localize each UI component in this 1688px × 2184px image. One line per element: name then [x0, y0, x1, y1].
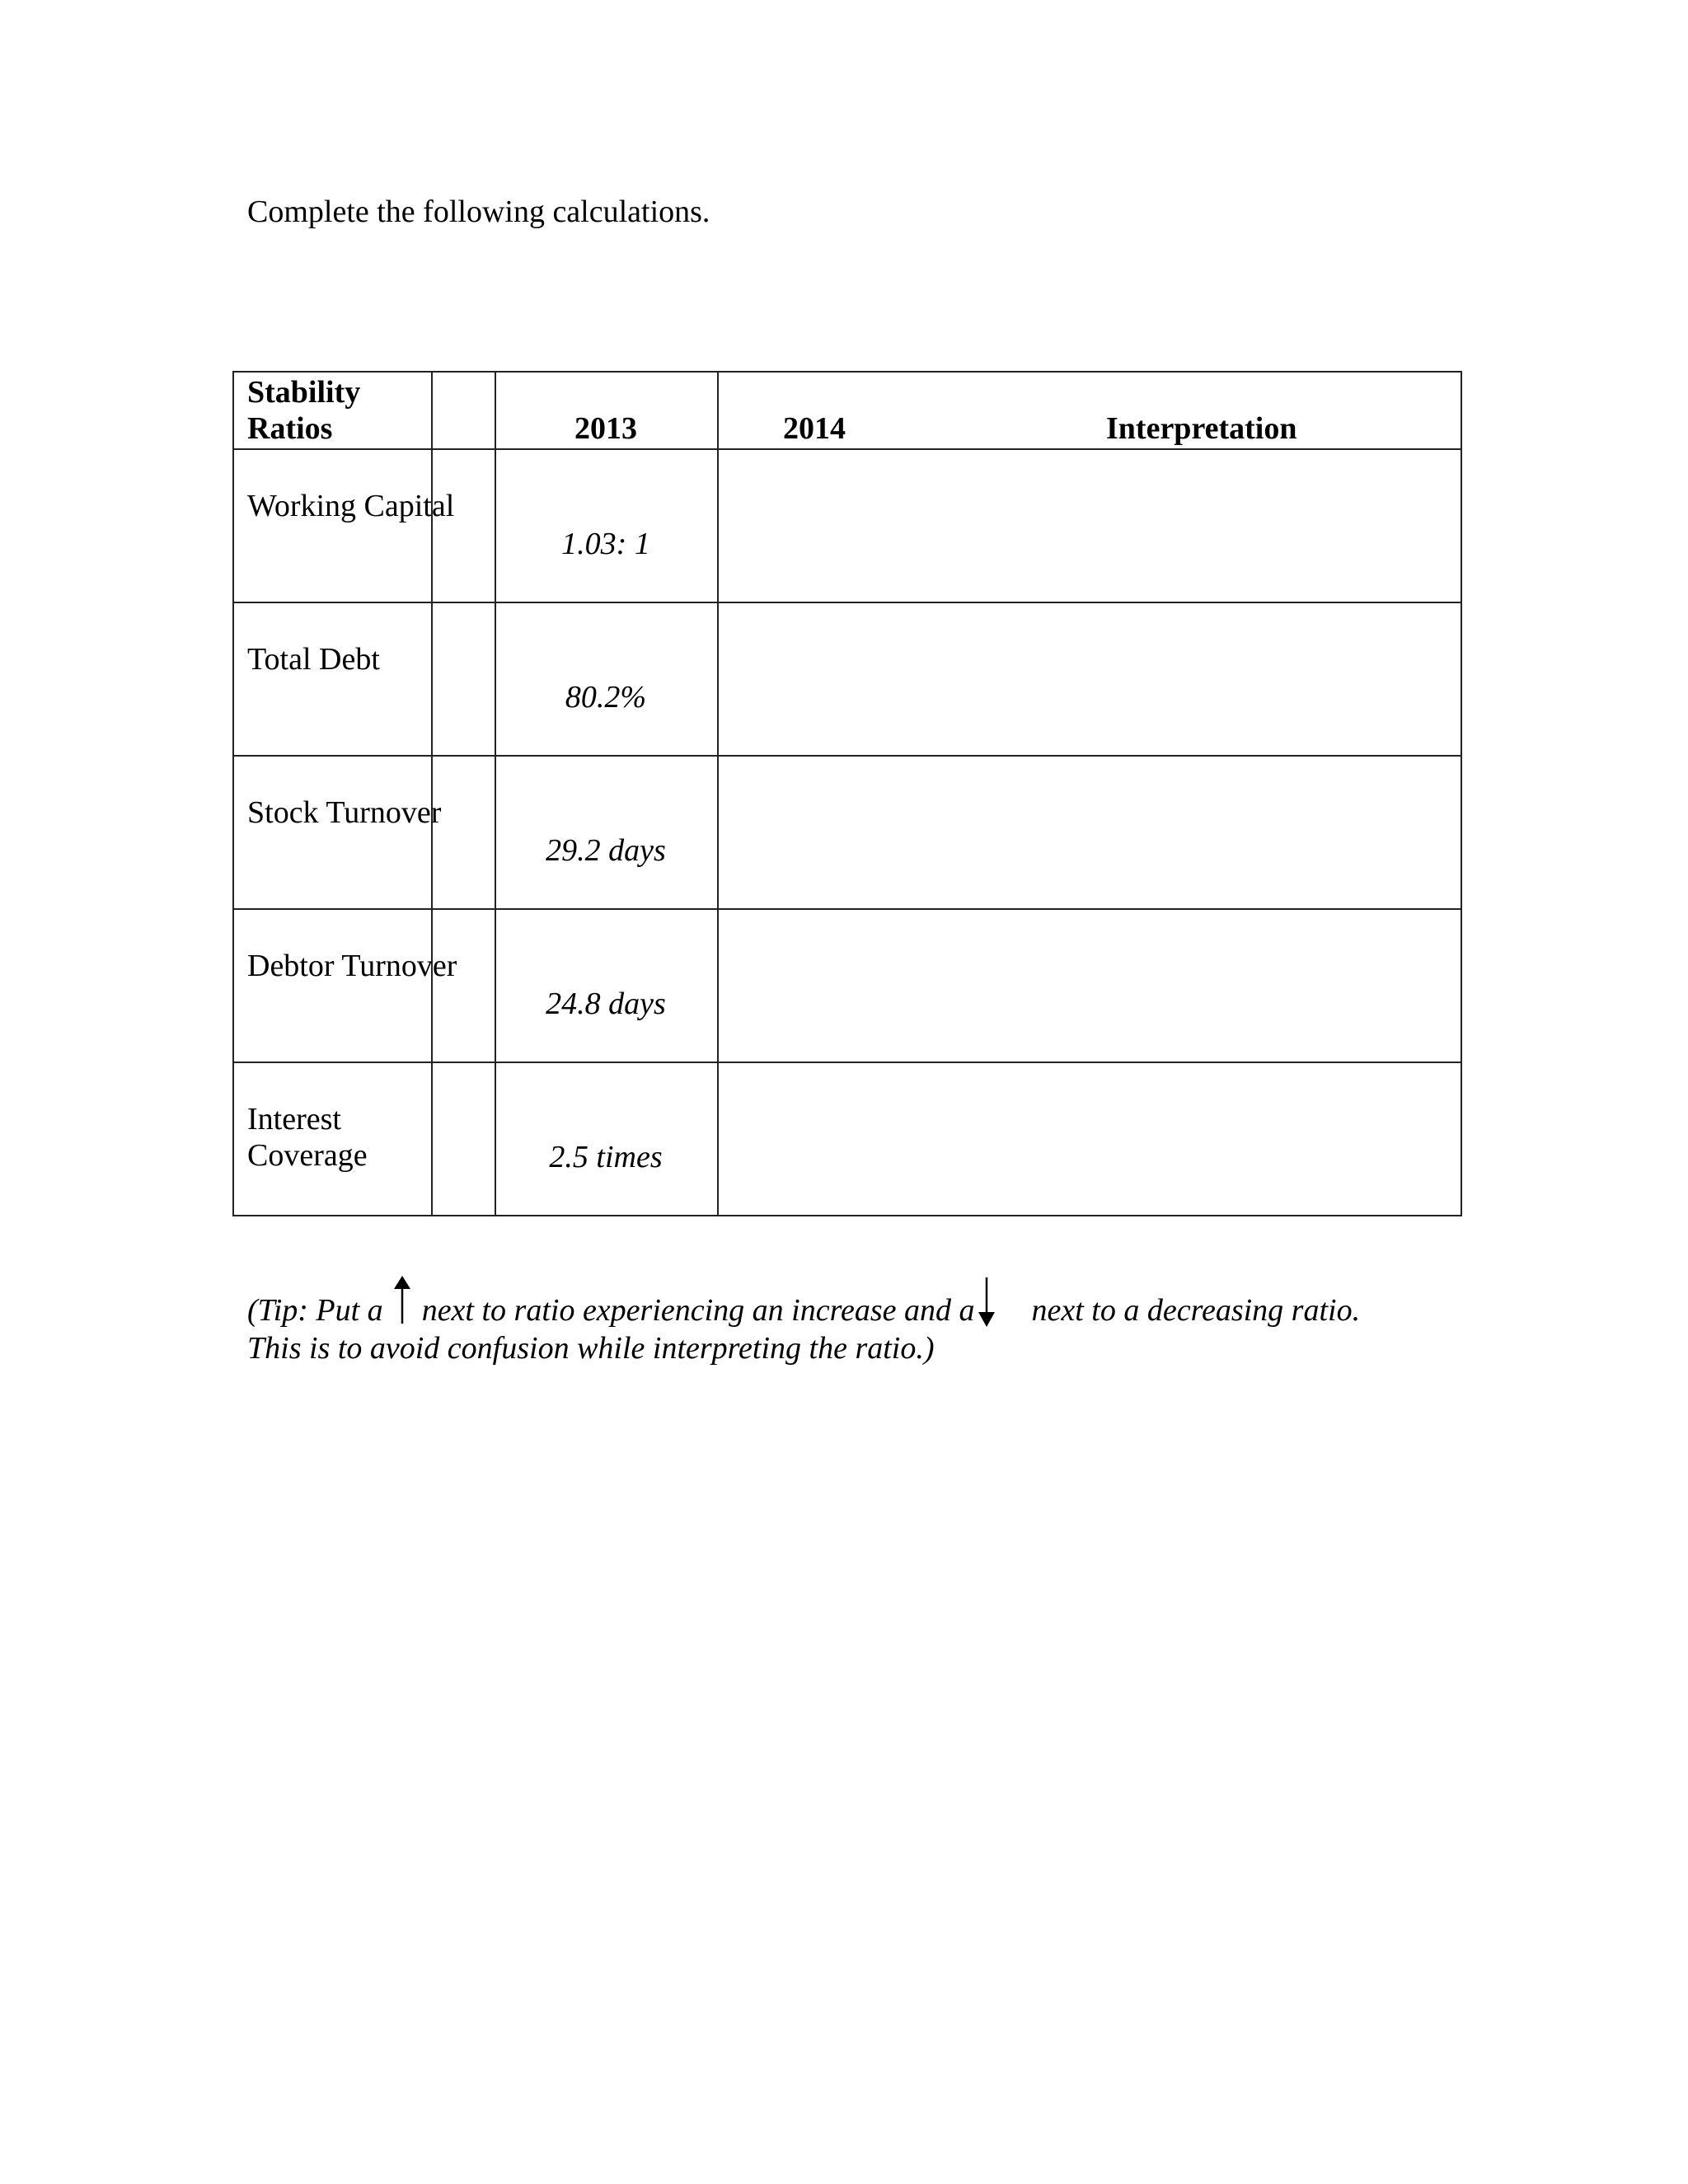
up-arrow-icon: [391, 1276, 414, 1325]
header-2013: 2013: [574, 411, 637, 446]
grid-line: [234, 448, 1461, 450]
grid-line: [234, 908, 1461, 910]
tip-part-1: (Tip: Put a: [247, 1293, 383, 1328]
grid-line: [717, 373, 719, 1215]
grid-line: [495, 373, 496, 1215]
value-2013-total-debt: 80.2%: [565, 680, 647, 715]
row-label-working-capital: Working Capital: [247, 489, 455, 523]
grid-line: [234, 602, 1461, 603]
value-2013-stock-turnover: 29.2 days: [546, 833, 666, 868]
value-2013-debtor-turnover: 24.8 days: [546, 987, 666, 1021]
row-label-stock-turnover: Stock Turnover: [247, 795, 442, 830]
stability-ratios-table: [232, 371, 1462, 1216]
down-arrow-icon: [975, 1277, 998, 1327]
tip-part-3: next to a decreasing ratio.: [1031, 1293, 1361, 1328]
grid-line: [234, 755, 1461, 757]
value-2013-working-capital: 1.03: 1: [561, 527, 650, 561]
grid-line: [234, 1062, 1461, 1063]
tip-part-2: next to ratio experiencing an increase and a: [421, 1293, 975, 1328]
row-label-interest-coverage: Interest Coverage: [247, 1102, 368, 1173]
tip-note: [247, 1276, 1360, 1367]
row-label-debtor-turnover: Debtor Turnover: [247, 949, 457, 983]
tip-line-1: [247, 1276, 1360, 1329]
header-interpretation: Interpretation: [1106, 411, 1297, 446]
row-label-total-debt: Total Debt: [247, 642, 380, 677]
header-stability-ratios: Stability Ratios: [247, 375, 361, 446]
instruction-text: Complete the following calculations.: [247, 194, 710, 229]
value-2013-interest-coverage: 2.5 times: [549, 1140, 663, 1174]
tip-line-2: This is to avoid confusion while interpreting the ratio.): [247, 1331, 935, 1366]
header-2014: 2014: [783, 411, 846, 446]
